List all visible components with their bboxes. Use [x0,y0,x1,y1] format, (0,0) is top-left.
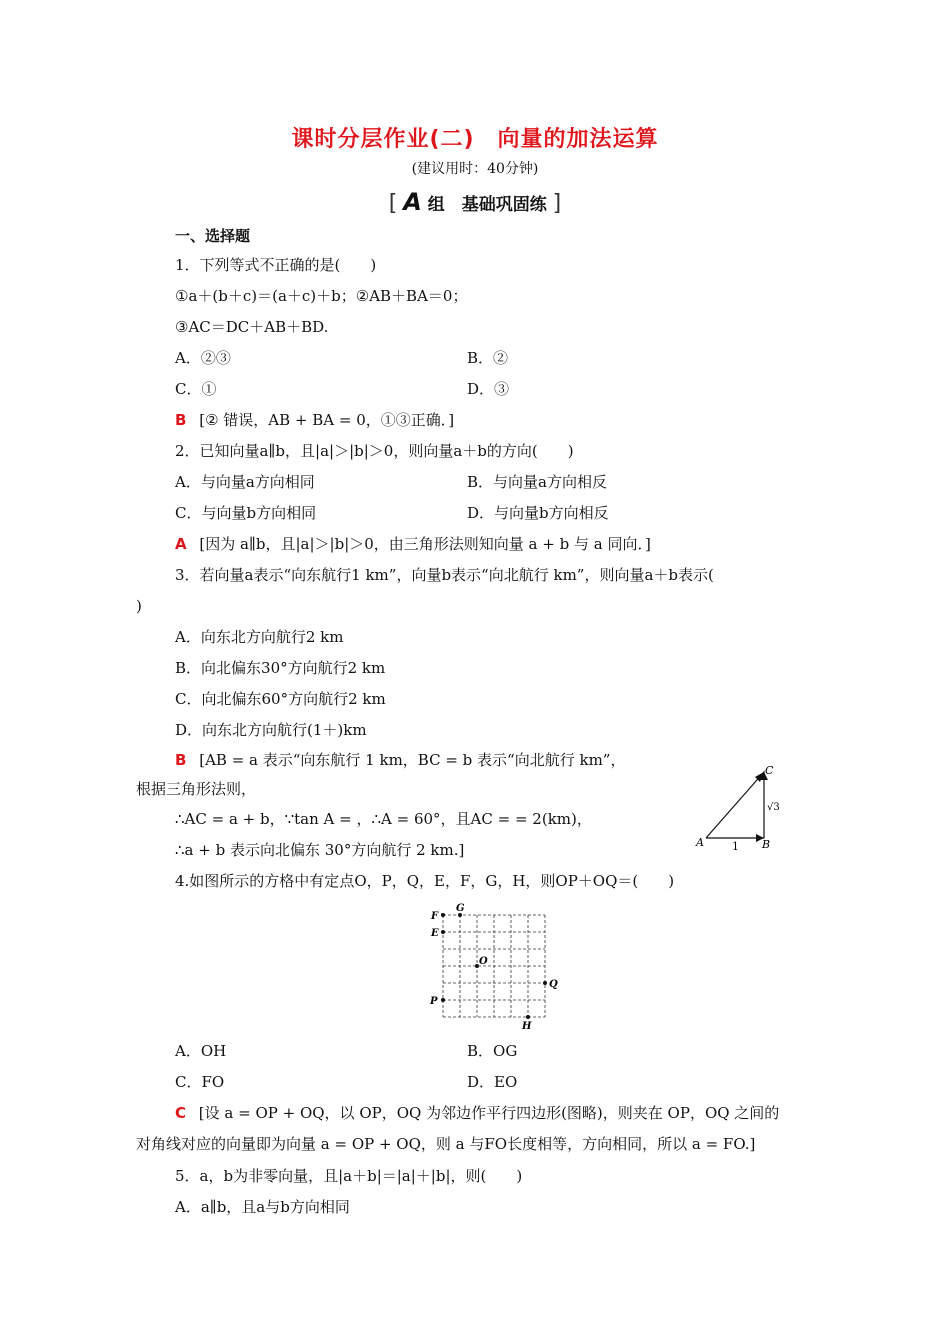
q4-answer [175,1103,779,1123]
section-heading: 一、选择题 [175,227,251,245]
grid-label-q: Q [549,979,558,990]
q3-answer [175,750,625,770]
q3-option-a: A．向东北方向航行2 km [175,628,344,646]
grid-label-g: G [456,903,465,914]
q2-answer [175,534,651,554]
triangle-label-sqrt3: √3 [767,802,780,813]
q2-option-d: D．与向量b方向相反 [467,504,609,522]
triangle-label-a: A [696,836,704,849]
q1-option-a: A．②③ [175,349,231,367]
q3-explanation-1: [AB = a 表示“向东航行 1 km，BC = b 表示“向北航行 km”， [199,751,626,769]
q2-stem: 2．已知向量a∥b，且|a|＞|b|＞0，则向量a＋b的方向( ) [175,442,574,460]
grid-figure [425,900,565,1032]
q4-stem: 4.如图所示的方格中有定点O，P，Q，E，F，G，H，则OP＋OQ＝( ) [175,872,675,890]
q1-answer-letter: B [175,411,187,429]
q2-option-c: C．与向量b方向相同 [175,504,317,522]
group-label: 组 基础巩固练 [427,195,547,215]
q3-explanation-2: 根据三角形法则， [136,780,257,798]
group-heading [0,188,950,216]
q5-option-a: A．a∥b，且a与b方向相同 [175,1198,350,1216]
q4-explanation-2: 对角线对应的向量即为向量 a = OP + OQ，则 a 与FO长度相等，方向相同，所以 a = FO.] [136,1135,756,1153]
q1-option-c: C．① [175,380,217,398]
q1-option-d: D．③ [467,380,510,398]
group-bracket-close: ] [552,191,562,216]
q3-stem-cont: ) [136,597,142,615]
q1-line2: ③AC＝DC＋AB＋BD. [175,318,329,336]
q3-option-b: B．向北偏东30°方向航行2 km [175,659,386,677]
q3-stem: 3．若向量a表示“向东航行1 km”，向量b表示“向北航行 km”，则向量a＋b表示( [175,566,714,584]
q4-option-a: A．OH [175,1042,227,1060]
grid-label-o: O [479,956,488,967]
q2-option-b: B．与向量a方向相反 [467,473,607,491]
grid-label-f: F [431,911,439,922]
triangle-figure [692,760,792,854]
grid-label-p: P [430,996,438,1007]
page-title: 课时分层作业(二) 向量的加法运算 [291,127,659,152]
q2-answer-letter: A [175,535,187,553]
q4-option-c: C．FO [175,1073,225,1091]
q3-explanation-4: ∴a + b 表示向北偏东 30°方向航行 2 km.] [175,841,465,859]
q1-line1: ①a＋(b＋c)＝(a＋c)＋b；②AB＋BA＝0； [175,287,468,305]
q4-option-b: B．OG [467,1042,518,1060]
triangle-label-b: B [762,838,771,851]
q4-option-d: D．EO [467,1073,518,1091]
group-bracket-open: [ [388,191,398,216]
grid-label-e: E [431,928,439,939]
group-letter: A [403,188,422,216]
triangle-label-one: 1 [732,840,739,853]
triangle-label-c: C [765,764,774,777]
q2-explanation: [因为 a∥b，且|a|＞|b|＞0，由三角形法则知向量 a + b 与 a 同向．] [199,535,651,553]
q1-option-b: B．② [467,349,509,367]
q1-explanation: [② 错误，AB + BA = 0，①③正确．] [199,411,455,429]
q3-option-c: C．向北偏东60°方向航行2 km [175,690,386,708]
suggested-time: (建议用时：40分钟) [411,161,539,177]
q4-explanation-1: [设 a = OP + OQ，以 OP，OQ 为邻边作平行四边形(图略)，则夹在 OP，OQ 之间的 [198,1104,780,1122]
q2-option-a: A．与向量a方向相同 [175,473,315,491]
q5-stem: 5．a，b为非零向量，且|a＋b|＝|a|＋|b|，则( ) [175,1167,523,1185]
q3-answer-letter: B [175,751,187,769]
grid-label-h: H [522,1021,532,1032]
q3-option-d: D．向东北方向航行(1＋)km [175,721,367,739]
q1-stem: 1．下列等式不正确的是( ) [175,256,377,274]
q1-answer [175,410,454,430]
q3-explanation-3: ∴AC = a + b，∵tan A = ，∴A = 60°，且AC = = 2(km)， [175,810,592,828]
q4-answer-letter: C [175,1104,187,1122]
